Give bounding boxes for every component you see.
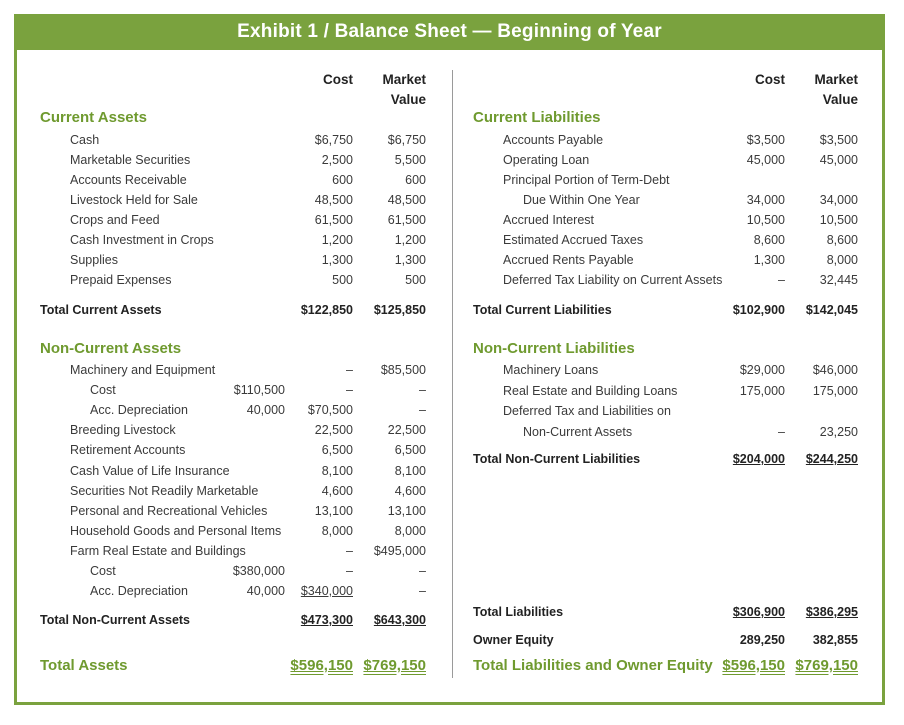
asset-row-label: Household Goods and Personal Items — [70, 523, 282, 538]
liability-row-cost: 45,000 — [746, 153, 785, 167]
asset-row-market: 6,500 — [394, 443, 426, 458]
asset-row-label: Marketable Securities — [70, 153, 191, 167]
asset-row-label: Accounts Receivable — [70, 173, 187, 187]
liability-row-label: Accrued Rents Payable — [503, 253, 634, 267]
asset-row-market: 48,500 — [387, 193, 426, 207]
liability-row-market: 34,000 — [819, 193, 858, 207]
assets-cost-header: Cost — [323, 72, 353, 87]
total-noncurrent-assets-cost: $473,300 — [300, 613, 353, 627]
asset-row-cost: $6,750 — [314, 133, 353, 147]
liability-row-cost: – — [778, 273, 785, 287]
total-current-assets-label: Total Current Assets — [40, 303, 162, 317]
asset-row-market: 500 — [405, 273, 426, 287]
liability-row-label: Machinery Loans — [503, 363, 599, 377]
asset-row-cost: $340,000 — [300, 584, 353, 599]
asset-row-label: Securities Not Readily Marketable — [70, 483, 259, 498]
total-noncurrent-assets-label: Total Non-Current Assets — [40, 613, 191, 627]
asset-row-market: $6,750 — [387, 133, 426, 147]
asset-row-market: – — [419, 564, 426, 578]
asset-row-label: Personal and Recreational Vehicles — [70, 503, 268, 518]
asset-row-cost: – — [346, 363, 353, 377]
asset-row-cost: 2,500 — [321, 153, 353, 167]
total-noncurrent-liabilities-market: $244,250 — [805, 452, 858, 466]
liability-row-label: Deferred Tax Liability on Current Assets — [503, 273, 723, 287]
liability-row-market: 32,445 — [819, 273, 858, 287]
asset-row-label: Cost — [90, 383, 116, 398]
liability-row-label: Deferred Tax and Liabilities on — [503, 404, 671, 418]
asset-row-cost: 500 — [332, 273, 353, 287]
liability-row-market: 8,600 — [826, 233, 858, 247]
total-assets-cost: $596,150 — [290, 657, 353, 674]
asset-row-cost: 22,500 — [314, 423, 353, 438]
current-assets-header: Current Assets — [40, 109, 147, 126]
asset-row-market: 8,100 — [394, 463, 426, 478]
liability-row-cost: $29,000 — [739, 363, 785, 377]
asset-row-label: Prepaid Expenses — [70, 273, 172, 287]
asset-row-cost: 1,200 — [321, 233, 353, 247]
total-noncurrent-assets-market: $643,300 — [373, 613, 426, 627]
asset-row-market: – — [419, 383, 426, 398]
liab-market-header-2: Value — [822, 92, 858, 107]
asset-row-market: 600 — [405, 173, 426, 187]
total-assets-label: Total Assets — [40, 657, 128, 674]
liability-row-cost: 10,500 — [746, 213, 785, 227]
liability-row-label: Accrued Interest — [503, 213, 595, 227]
asset-row-subvalue: 40,000 — [246, 403, 285, 418]
liability-row-cost: 8,600 — [753, 233, 785, 247]
total-liabilities-equity-label: Total Liabilities and Owner Equity — [473, 657, 713, 674]
asset-row-subvalue: $380,000 — [232, 564, 285, 578]
asset-row-cost: 600 — [332, 173, 353, 187]
asset-row-cost: 61,500 — [314, 213, 353, 227]
liability-row-cost: 34,000 — [746, 193, 785, 207]
asset-row-cost: 4,600 — [321, 483, 353, 498]
total-liabilities-cost: $306,900 — [732, 605, 785, 619]
asset-row-market: 8,000 — [394, 523, 426, 538]
asset-row-market: 22,500 — [387, 423, 426, 438]
asset-row-cost: 13,100 — [314, 503, 353, 518]
liability-row-market: 10,500 — [819, 213, 858, 227]
liability-row-market: 23,250 — [819, 424, 858, 439]
liability-row-market: 175,000 — [812, 383, 858, 398]
assets-market-header-2: Value — [390, 92, 426, 107]
asset-row-market: 1,300 — [394, 253, 426, 267]
asset-row-market: 13,100 — [387, 503, 426, 518]
total-current-assets-cost: $122,850 — [300, 303, 353, 317]
asset-row-market: 61,500 — [387, 213, 426, 227]
total-liabilities-market: $386,295 — [805, 605, 858, 619]
total-current-liabilities-market: $142,045 — [805, 303, 858, 317]
total-current-assets-market: $125,850 — [373, 303, 426, 317]
liability-row-cost: 1,300 — [753, 253, 785, 267]
total-liabilities-equity-cost: $596,150 — [722, 657, 785, 674]
liability-row-label: Accounts Payable — [503, 133, 604, 147]
noncurrent-assets-header: Non-Current Assets — [40, 340, 182, 357]
liab-market-header: Market — [814, 72, 858, 87]
asset-row-label: Livestock Held for Sale — [70, 193, 198, 207]
asset-row-label: Cash — [70, 133, 100, 147]
asset-row-market: 1,200 — [394, 233, 426, 247]
asset-row-cost: 8,000 — [321, 523, 353, 538]
asset-row-label: Breeding Livestock — [70, 423, 176, 438]
asset-row-label: Cash Value of Life Insurance — [70, 463, 230, 478]
asset-row-cost: – — [346, 564, 353, 578]
column-divider — [452, 70, 453, 678]
asset-row-label: Farm Real Estate and Buildings — [70, 543, 246, 558]
liability-row-market: 8,000 — [826, 253, 858, 267]
asset-row-market: – — [419, 584, 426, 599]
asset-row-subvalue: $110,500 — [233, 383, 285, 398]
asset-row-cost: 48,500 — [314, 193, 353, 207]
assets-market-header: Market — [382, 72, 426, 87]
exhibit-title: Exhibit 1 / Balance Sheet — Beginning of Year — [14, 14, 885, 50]
asset-row-label: Cost — [90, 564, 116, 578]
liability-row-market: 45,000 — [819, 153, 858, 167]
liability-row-market: $3,500 — [819, 133, 858, 147]
asset-row-cost: 1,300 — [321, 253, 353, 267]
liability-row-cost: – — [778, 424, 785, 439]
total-current-liabilities-label: Total Current Liabilities — [473, 303, 612, 317]
total-noncurrent-liabilities-label: Total Non-Current Liabilities — [473, 452, 641, 466]
asset-row-market: 5,500 — [394, 153, 426, 167]
noncurrent-liabilities-header: Non-Current Liabilities — [473, 340, 635, 357]
total-liabilities-label: Total Liabilities — [473, 605, 564, 619]
liability-row-cost: 175,000 — [739, 383, 785, 398]
asset-row-label: Retirement Accounts — [70, 443, 186, 458]
liability-row-cost: $3,500 — [746, 133, 785, 147]
asset-row-label: Acc. Depreciation — [90, 584, 188, 599]
asset-row-label: Machinery and Equipment — [70, 363, 216, 377]
liability-row-label: Principal Portion of Term-Debt — [503, 173, 670, 187]
liability-row-label: Non-Current Assets — [523, 424, 633, 439]
owner-equity-label: Owner Equity — [473, 633, 554, 647]
current-liabilities-header: Current Liabilities — [473, 109, 601, 126]
liability-row-label: Due Within One Year — [523, 193, 640, 207]
asset-row-cost: – — [346, 383, 353, 398]
owner-equity-cost: 289,250 — [739, 633, 785, 647]
asset-row-label: Crops and Feed — [70, 213, 160, 227]
asset-row-cost: 8,100 — [321, 463, 353, 478]
asset-row-subvalue: 40,000 — [246, 584, 285, 599]
asset-row-cost: 6,500 — [321, 443, 353, 458]
liability-row-market: $46,000 — [812, 363, 858, 377]
liability-row-label: Operating Loan — [503, 153, 590, 167]
total-assets-market: $769,150 — [363, 657, 426, 674]
total-noncurrent-liabilities-cost: $204,000 — [732, 452, 785, 466]
total-current-liabilities-cost: $102,900 — [732, 303, 785, 317]
asset-row-market: $85,500 — [380, 363, 426, 377]
owner-equity-market: 382,855 — [812, 633, 858, 647]
asset-row-label: Acc. Depreciation — [90, 403, 188, 418]
liability-row-label: Estimated Accrued Taxes — [503, 233, 644, 247]
liab-cost-header: Cost — [755, 72, 785, 87]
asset-row-label: Cash Investment in Crops — [70, 233, 214, 247]
asset-row-cost: – — [346, 543, 353, 558]
asset-row-label: Supplies — [70, 253, 118, 267]
asset-row-market: 4,600 — [394, 483, 426, 498]
liability-row-label: Real Estate and Building Loans — [503, 383, 678, 398]
asset-row-market: $495,000 — [373, 543, 426, 558]
asset-row-market: – — [419, 403, 426, 418]
asset-row-cost: $70,500 — [307, 403, 353, 418]
total-liabilities-equity-market: $769,150 — [795, 657, 858, 674]
